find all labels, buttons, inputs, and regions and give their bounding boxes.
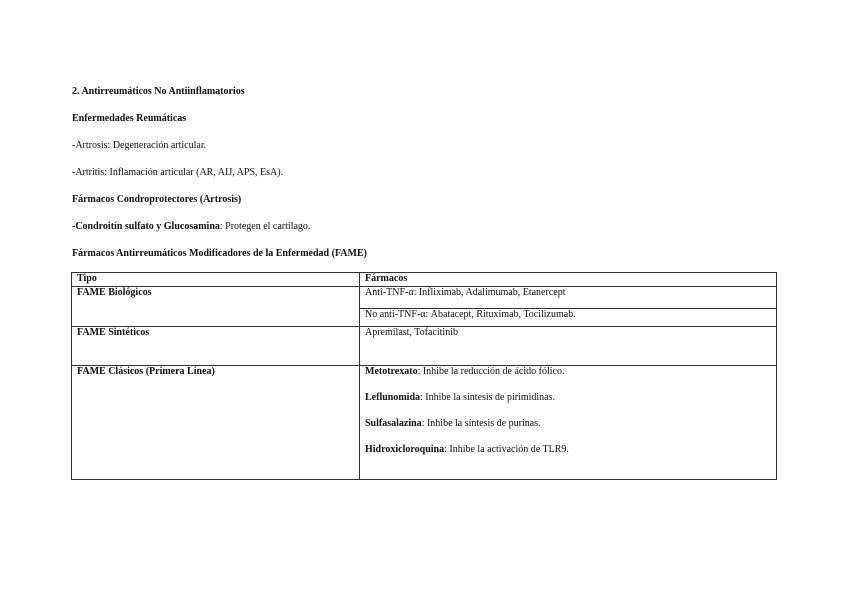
clasico-desc: : Inhibe la síntesis de purinas.	[421, 418, 541, 429]
header-tipo: Tipo	[72, 273, 360, 287]
clasico-desc: : Inhibe la reducción de ácido fólico.	[417, 366, 565, 377]
cell-farmacos-sinteticos: Apremilast, Tofacitinib	[360, 327, 777, 366]
cell-tipo-clasicos: FAME Clásicos (Primera Línea)	[72, 366, 360, 480]
clasico-item-metotrexato	[365, 366, 771, 378]
clasico-item-leflunomida	[365, 392, 771, 404]
section-title: 2. Antirreumáticos No Antiinflamatorios	[72, 86, 245, 97]
condroprotectores-heading: Fármacos Condroprotectores (Artrosis)	[72, 194, 242, 205]
table-row-sinteticos	[72, 327, 777, 366]
header-farmacos: Fármacos	[360, 273, 777, 287]
cell-no-anti-tnf: No anti-TNF-α: Abatacept, Rituximab, Tocilizumab.	[360, 309, 777, 327]
clasico-item-sulfasalazina	[365, 418, 771, 430]
condroprotectores-item-desc: : Protegen el cartílago.	[219, 221, 311, 232]
condroprotectores-item	[72, 221, 310, 233]
condroprotectores-item-name: -Condroitín sulfato y Glucosamina	[72, 221, 220, 232]
cell-farmacos-clasicos	[360, 366, 777, 480]
clasico-desc: : Inhibe la síntesis de pirimidinas.	[420, 392, 555, 403]
fame-heading: Fármacos Antirreumáticos Modificadores de la Enfermedad (FAME)	[72, 248, 367, 259]
clasico-name: Leflunomida	[365, 392, 421, 403]
cell-anti-tnf: Anti-TNF-α: Infliximab, Adalimumab, Etanercept	[360, 287, 777, 309]
table-row-biologicos	[72, 287, 777, 309]
cell-tipo-biologicos: FAME Biológicos	[72, 287, 360, 327]
clasico-name: Metotrexato	[365, 366, 418, 377]
clasico-name: Sulfasalazina	[365, 418, 422, 429]
artritis-line: -Artritis: Inflamación articular (AR, AIJ, APS, EsA).	[72, 167, 284, 178]
clasico-item-hidroxicloroquina	[365, 444, 771, 456]
cell-tipo-sinteticos: FAME Sintéticos	[72, 327, 360, 366]
enfermedades-heading: Enfermedades Reumáticas	[72, 113, 187, 124]
clasico-name: Hidroxicloroquina	[365, 444, 445, 455]
table-header-row	[72, 273, 777, 287]
table-row-clasicos	[72, 366, 777, 480]
fame-table	[71, 272, 777, 480]
artrosis-line: -Artrosis: Degeneración articular.	[72, 140, 207, 151]
clasico-desc: : Inhibe la activación de TLR9.	[444, 444, 569, 455]
